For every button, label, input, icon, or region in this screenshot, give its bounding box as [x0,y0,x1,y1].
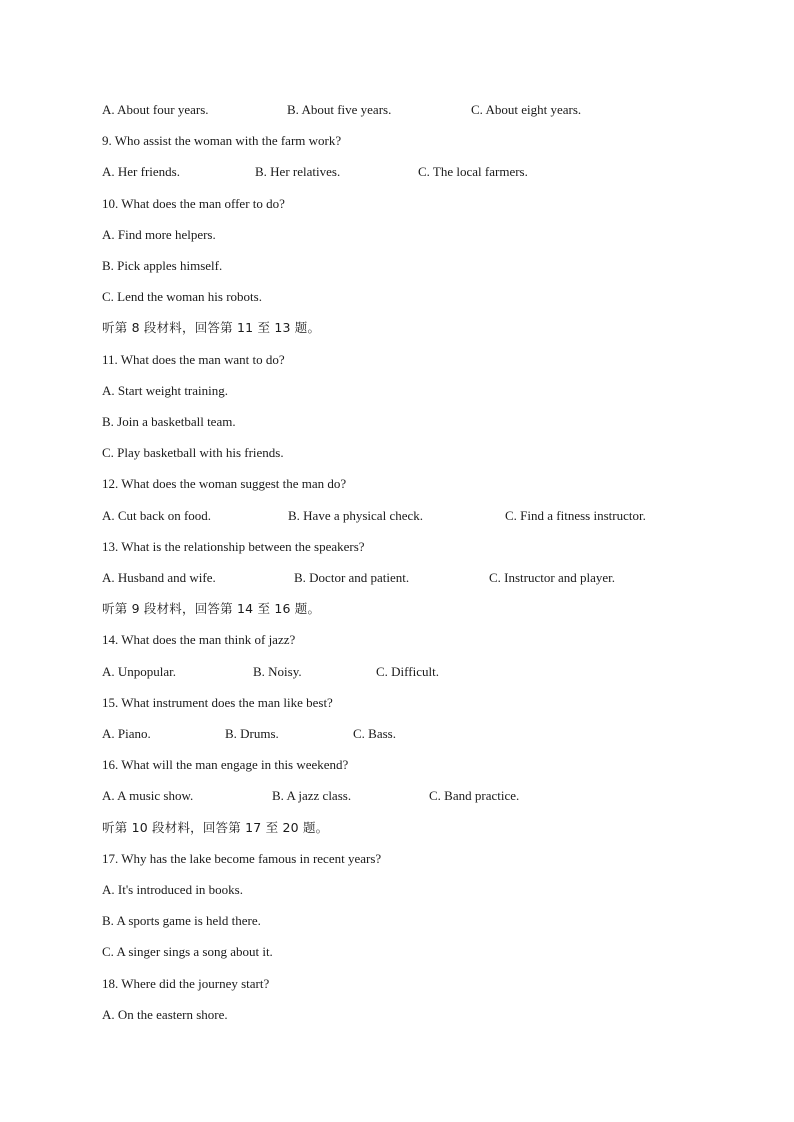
q8-option-a: A. About four years. [102,102,209,117]
q10-option-b: B. Pick apples himself. [102,258,223,273]
q11-option-a: A. Start weight training. [102,383,229,398]
q12-option-b: B. Have a physical check. [288,508,424,523]
q8-option-b: B. About five years. [287,102,392,117]
q18-option-a: A. On the eastern shore. [102,1007,228,1022]
q10-question: 10. What does the man offer to do? [102,196,285,211]
q9-option-b: B. Her relatives. [255,164,341,179]
q11-option-b: B. Join a basketball team. [102,414,236,429]
q12-option-c: C. Find a fitness instructor. [505,508,646,523]
q16-option-b: B. A jazz class. [272,788,352,803]
q8-option-c: C. About eight years. [471,102,582,117]
q14-option-c: C. Difficult. [376,664,439,679]
q11-option-c: C. Play basketball with his friends. [102,445,284,460]
q14-question: 14. What does the man think of jazz? [102,632,296,647]
q12-question: 12. What does the woman suggest the man do? [102,476,347,491]
q15-question: 15. What instrument does the man like best? [102,695,333,710]
q18-question: 18. Where did the journey start? [102,976,270,991]
q17-question: 17. Why has the lake become famous in recent years? [102,851,382,866]
q17-option-b: B. A sports game is held there. [102,913,261,928]
q13-option-b: B. Doctor and patient. [294,570,410,585]
q13-question: 13. What is the relationship between the speakers? [102,539,365,554]
q13-option-c: C. Instructor and player. [489,570,615,585]
q14-option-a: A. Unpopular. [102,664,177,679]
q9-question: 9. Who assist the woman with the farm work? [102,133,342,148]
q16-option-a: A. A music show. [102,788,194,803]
q10-option-c: C. Lend the woman his robots. [102,289,262,304]
section-8-instruction: 听第 8 段材料，回答第 11 至 13 题。 [102,320,321,335]
section-10-instruction: 听第 10 段材料，回答第 17 至 20 题。 [102,820,329,835]
section-9-instruction: 听第 9 段材料，回答第 14 至 16 题。 [102,601,321,616]
q10-option-a: A. Find more helpers. [102,227,216,242]
q17-option-c: C. A singer sings a song about it. [102,944,273,959]
q16-option-c: C. Band practice. [429,788,520,803]
q17-option-a: A. It's introduced in books. [102,882,243,897]
q11-question: 11. What does the man want to do? [102,352,285,367]
q16-question: 16. What will the man engage in this weekend? [102,757,349,772]
q15-option-b: B. Drums. [225,726,279,741]
q15-option-c: C. Bass. [353,726,396,741]
q15-option-a: A. Piano. [102,726,151,741]
q9-option-c: C. The local farmers. [418,164,528,179]
q14-option-b: B. Noisy. [253,664,302,679]
q13-option-a: A. Husband and wife. [102,570,216,585]
q12-option-a: A. Cut back on food. [102,508,212,523]
q9-option-a: A. Her friends. [102,164,180,179]
